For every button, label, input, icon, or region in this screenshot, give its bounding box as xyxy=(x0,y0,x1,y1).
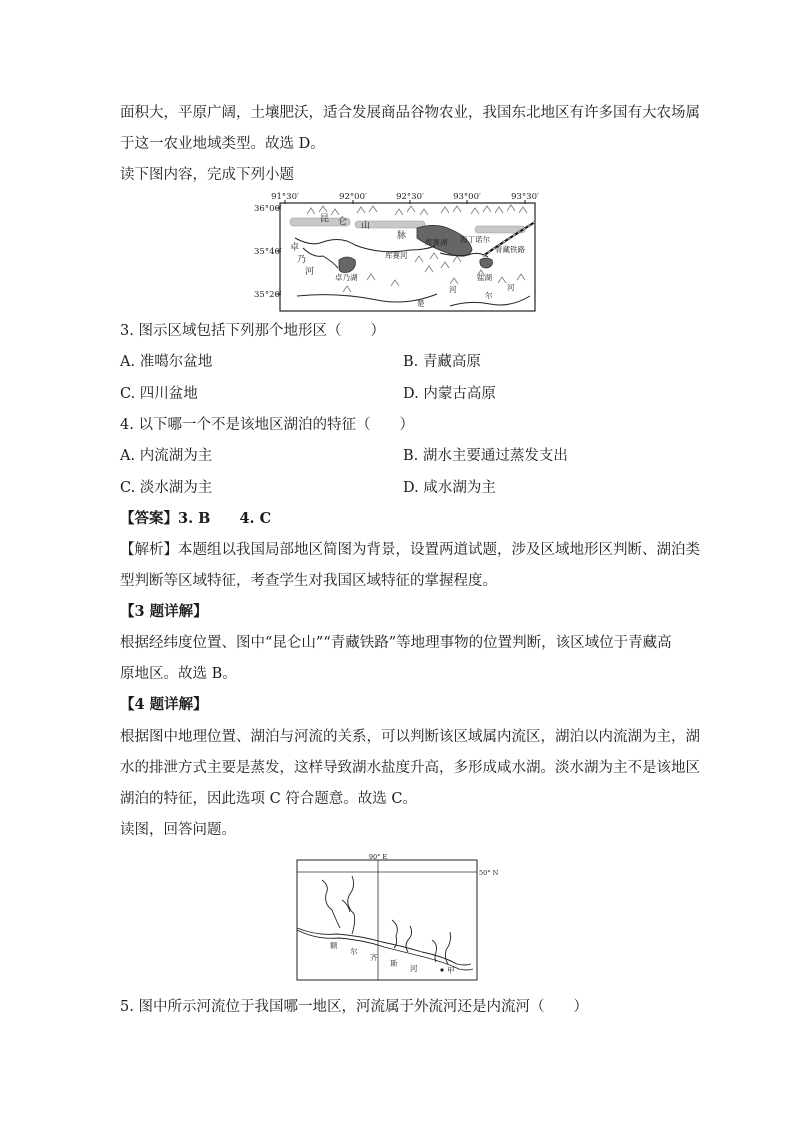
kunlun-region-map xyxy=(245,188,545,316)
question-4: 4. 以下哪一个不是该地区湖泊的特征（ ） xyxy=(120,417,414,433)
analysis-line: 型判断等区域特征，考查学生对我国区域特征的掌握程度。 xyxy=(120,573,497,589)
option-b: B. 青藏高原 xyxy=(403,354,481,370)
lat-label: 35°40′ xyxy=(254,247,282,257)
river-char: 尔 xyxy=(350,947,358,956)
option-c: C. 四川盆地 xyxy=(120,386,198,402)
lon-label: 92°00′ xyxy=(339,192,367,202)
option-a: A. 准噶尔盆地 xyxy=(120,354,213,370)
detail-3-line: 根据经纬度位置、图中“昆仑山”“青藏铁路”等地理事物的位置判断，该区域位于青藏高 xyxy=(120,635,672,651)
river-char: 斯 xyxy=(390,959,398,968)
zhuonai-lake-label: 卓乃湖 xyxy=(335,273,358,282)
kunlun-label: 昆 xyxy=(320,214,330,224)
map-intro: 读图，回答问题。 xyxy=(120,822,236,838)
map-intro: 读下图内容，完成下列小题 xyxy=(120,167,294,183)
svg-text:乃: 乃 xyxy=(297,255,307,265)
meridian-label: 90° E xyxy=(368,853,388,861)
salt-lake-label: 盐湖 xyxy=(477,273,492,282)
railway-label: 青藏铁路 xyxy=(495,245,525,254)
lat-label: 35°20′ xyxy=(254,290,282,300)
svg-text:卓: 卓 xyxy=(290,243,300,253)
river-char: 河 xyxy=(410,964,418,973)
lon-label: 93°30′ xyxy=(511,192,539,202)
kusai-lake-label: 库赛湖 xyxy=(425,238,448,247)
detail-4-line: 湖泊的特征，因此选项 C 符合题意。故选 C。 xyxy=(120,791,418,807)
detail-4-line: 水的排泄方式主要是蒸发，这样导致湖水盐度升高，多形成咸水湖。淡水湖为主不是该地区 xyxy=(120,760,700,776)
svg-text:尔: 尔 xyxy=(485,291,493,300)
river-char: 额 xyxy=(330,941,338,950)
lon-label: 93°00′ xyxy=(453,192,481,202)
analysis-line: 【解析】本题组以我国局部地区简图为背景，设置两道试题，涉及区域地形区判断、湖泊类 xyxy=(120,542,700,558)
detail-4-heading: 【4 题详解】 xyxy=(120,696,208,713)
kunlun-label: 仑 xyxy=(338,217,348,227)
answer-line: 【答案】3. B 4. C xyxy=(120,510,272,527)
haidingnuoer-label: 海丁诺尔 xyxy=(460,235,490,244)
question-3: 3. 图示区域包括下列那个地形区（ ） xyxy=(120,323,385,339)
lon-label: 92°30′ xyxy=(396,192,424,202)
irtysh-river-map xyxy=(292,850,502,985)
svg-text:河: 河 xyxy=(507,283,515,292)
option-a: A. 内流湖为主 xyxy=(120,448,213,464)
option-b: B. 湖水主要通过蒸发支出 xyxy=(403,448,568,464)
svg-text:楚: 楚 xyxy=(417,299,425,308)
paragraph-line: 面积大，平原广阔，土壤肥沃，适合发展商品谷物农业，我国东北地区有许多国有大农场属 xyxy=(120,105,700,121)
river-system xyxy=(297,876,473,970)
kunlun-label: 脉 xyxy=(397,231,407,241)
parallel-label: 50° N xyxy=(479,869,499,877)
lon-label: 91°30′ xyxy=(271,192,299,202)
svg-text:河: 河 xyxy=(305,267,315,277)
svg-text:河: 河 xyxy=(449,285,457,294)
kunlun-label: 山 xyxy=(361,221,371,231)
detail-4-line: 根据图中地理位置、湖泊与河流的关系，可以判断该区域属内流区，湖泊以内流湖为主，湖 xyxy=(120,729,700,745)
question-5: 5. 图中所示河流位于我国哪一地区，河流属于外流河还是内流河（ ） xyxy=(120,999,588,1015)
detail-3-heading: 【3 题详解】 xyxy=(120,603,208,620)
point-jia xyxy=(440,968,443,971)
detail-3-line: 原地区。故选 B。 xyxy=(120,666,237,682)
option-d: D. 内蒙古高原 xyxy=(403,386,496,402)
option-d: D. 咸水湖为主 xyxy=(403,480,496,496)
lat-label: 36°00′ xyxy=(254,204,282,214)
option-c: C. 淡水湖为主 xyxy=(120,480,213,496)
kusai-river-label: 库赛河 xyxy=(385,251,408,260)
lakes xyxy=(339,225,492,272)
paragraph-line: 于这一农业地域类型。故选 D。 xyxy=(120,136,325,152)
map-frame xyxy=(297,860,477,980)
point-jia-label: 甲 xyxy=(447,966,455,975)
river-char: 齐 xyxy=(370,953,378,962)
